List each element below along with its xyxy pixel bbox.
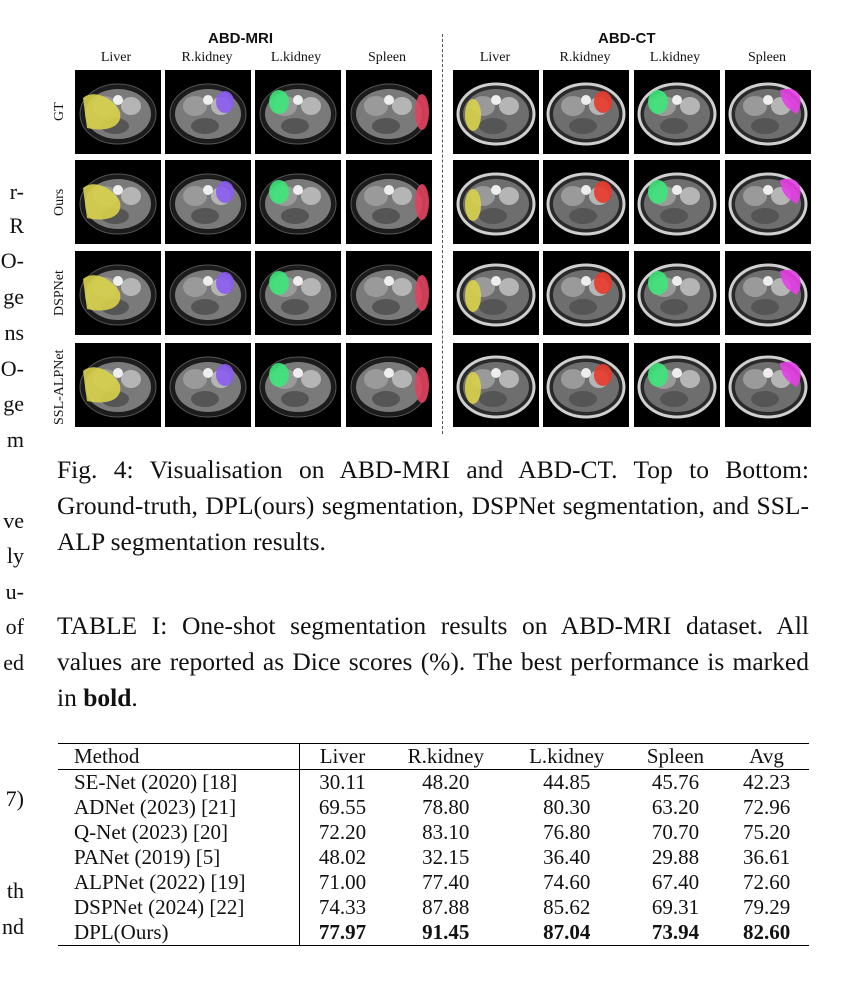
scan-thumbnail — [255, 343, 341, 427]
score-cell: 74.60 — [543, 870, 591, 894]
score-cell: 78.80 — [422, 795, 470, 819]
table-caption-bold: bold — [83, 683, 132, 712]
column-label: Spleen — [747, 50, 787, 65]
scan-thumbnail — [75, 343, 161, 427]
score-cell: 87.88 — [422, 895, 470, 919]
text-fragment: r- — [9, 179, 24, 204]
scan-thumbnail — [543, 251, 629, 335]
header-method: Method — [58, 744, 300, 770]
table-caption-text: TABLE I: One-shot segmentation results on ABD-MRI dataset. All values are reported as Dice scores (%). The best performance is marked in — [57, 611, 809, 712]
scan-thumbnail — [543, 70, 629, 154]
text-fragment: ve — [3, 508, 24, 533]
method-cell: PANet (2019) [5] — [58, 845, 300, 870]
score-cell: 36.40 — [543, 845, 591, 869]
table-row — [58, 870, 809, 895]
text-fragment: ge — [3, 391, 24, 416]
scan-thumbnail — [165, 70, 251, 154]
score-cell: 48.20 — [422, 770, 470, 794]
group-title-abd-ct: ABD-CT — [598, 30, 656, 47]
score-cell: 80.30 — [543, 795, 591, 819]
table-row — [58, 820, 809, 845]
method-cell: DPL(Ours) — [58, 920, 300, 946]
segmentation-figure — [52, 30, 812, 434]
group-title-abd-mri: ABD-MRI — [208, 30, 273, 47]
scan-thumbnail — [543, 160, 629, 244]
scan-thumbnail — [453, 160, 539, 244]
row-label: SSL-ALPNet — [52, 349, 67, 425]
score-cell: 70.70 — [651, 820, 700, 844]
header-lkidney: L.kidney — [529, 744, 605, 768]
method-cell: ADNet (2023) [21] — [58, 795, 300, 820]
score-cell: 91.45 — [422, 920, 470, 944]
column-label: R.kidney — [559, 50, 611, 65]
score-cell: 42.23 — [742, 770, 791, 794]
text-fragment: ge — [3, 284, 24, 309]
text-fragment: th — [6, 878, 24, 903]
score-cell: 71.00 — [318, 870, 367, 894]
scan-thumbnail — [75, 251, 161, 335]
score-cell: 63.20 — [651, 795, 700, 819]
score-cell: 36.61 — [742, 845, 791, 869]
score-cell: 83.10 — [422, 820, 470, 844]
header-rkidney: R.kidney — [407, 744, 484, 768]
score-cell: 29.88 — [651, 845, 700, 869]
score-cell: 72.96 — [742, 795, 791, 819]
column-label: R.kidney — [181, 50, 233, 65]
table-caption — [57, 608, 809, 716]
scan-thumbnail — [634, 70, 720, 154]
score-cell: 76.80 — [543, 820, 591, 844]
scan-thumbnail — [725, 160, 811, 244]
score-cell: 75.20 — [742, 820, 791, 844]
scan-thumbnail — [725, 251, 811, 335]
text-fragment: m — [6, 427, 24, 452]
scan-thumbnail — [725, 70, 811, 154]
scan-thumbnail — [346, 251, 432, 335]
table-row — [58, 895, 809, 920]
scan-thumbnail — [165, 160, 251, 244]
scan-thumbnail — [346, 160, 432, 244]
row-label: GT — [52, 102, 67, 122]
text-fragment: 7) — [5, 786, 24, 811]
row-label: Ours — [52, 188, 67, 216]
row-label: DSPNet — [52, 270, 67, 316]
table-row-best — [58, 920, 809, 946]
figure-caption: Fig. 4: Visualisation on ABD-MRI and ABD-CT. Top to Bottom: Ground-truth, DPL(ours) segmentation, DSPNet segmentation, and SSL-ALP segmentation results. — [57, 455, 809, 556]
scan-thumbnail — [453, 251, 539, 335]
scan-thumbnail — [165, 343, 251, 427]
text-fragment: O- — [0, 356, 24, 381]
method-cell: DSPNet (2024) [22] — [58, 895, 300, 920]
group-divider — [442, 34, 443, 434]
score-cell: 32.15 — [422, 845, 470, 869]
column-label: Spleen — [367, 50, 407, 65]
results-table — [58, 743, 809, 946]
column-label: Liver — [100, 50, 132, 65]
text-fragment: R — [9, 213, 24, 238]
table-caption-end: . — [131, 683, 138, 712]
scan-thumbnail — [543, 343, 629, 427]
score-cell: 44.85 — [543, 770, 591, 794]
header-liver: Liver — [319, 744, 366, 768]
scan-thumbnail — [346, 343, 432, 427]
method-cell: SE-Net (2020) [18] — [58, 770, 300, 796]
scan-thumbnail — [255, 70, 341, 154]
score-cell: 69.31 — [651, 895, 700, 919]
score-cell: 72.60 — [742, 870, 791, 894]
scan-thumbnail — [346, 70, 432, 154]
scan-thumbnail — [453, 343, 539, 427]
score-cell: 45.76 — [651, 770, 700, 794]
header-avg: Avg — [749, 744, 784, 768]
column-label: L.kidney — [270, 50, 322, 65]
text-fragment: O- — [0, 248, 24, 273]
score-cell: 87.04 — [543, 920, 591, 944]
text-fragment: ns — [4, 320, 24, 345]
scan-thumbnail — [634, 343, 720, 427]
score-cell: 82.60 — [742, 920, 791, 944]
score-cell: 69.55 — [318, 795, 367, 819]
score-cell: 73.94 — [651, 920, 700, 944]
score-cell: 79.29 — [742, 895, 791, 919]
score-cell: 77.97 — [318, 920, 367, 944]
method-cell: ALPNet (2022) [19] — [58, 870, 300, 895]
scan-thumbnail — [75, 160, 161, 244]
score-cell: 85.62 — [543, 895, 591, 919]
score-cell: 67.40 — [651, 870, 700, 894]
text-fragment: ed — [3, 650, 24, 675]
scan-thumbnail — [165, 251, 251, 335]
scan-thumbnail — [255, 251, 341, 335]
text-fragment: of — [5, 614, 24, 639]
scan-thumbnail — [75, 70, 161, 154]
table-header-row — [58, 744, 809, 770]
text-fragment: u- — [5, 579, 24, 604]
scan-thumbnail — [453, 70, 539, 154]
score-cell: 74.33 — [318, 895, 367, 919]
table-row — [58, 795, 809, 820]
text-fragment: nd — [2, 914, 24, 939]
score-cell: 48.02 — [318, 845, 367, 869]
score-cell: 72.20 — [318, 820, 367, 844]
column-label: L.kidney — [649, 50, 701, 65]
header-spleen: Spleen — [646, 744, 705, 768]
score-cell: 77.40 — [422, 870, 470, 894]
scan-thumbnail — [634, 160, 720, 244]
table-row — [58, 845, 809, 870]
previous-column-fragments — [0, 0, 24, 997]
score-cell: 30.11 — [319, 770, 366, 794]
method-cell: Q-Net (2023) [20] — [58, 820, 300, 845]
scan-thumbnail — [255, 160, 341, 244]
scan-thumbnail — [725, 343, 811, 427]
table-row — [58, 770, 809, 796]
text-fragment: ly — [6, 543, 24, 568]
column-label: Liver — [479, 50, 511, 65]
scan-thumbnail — [634, 251, 720, 335]
